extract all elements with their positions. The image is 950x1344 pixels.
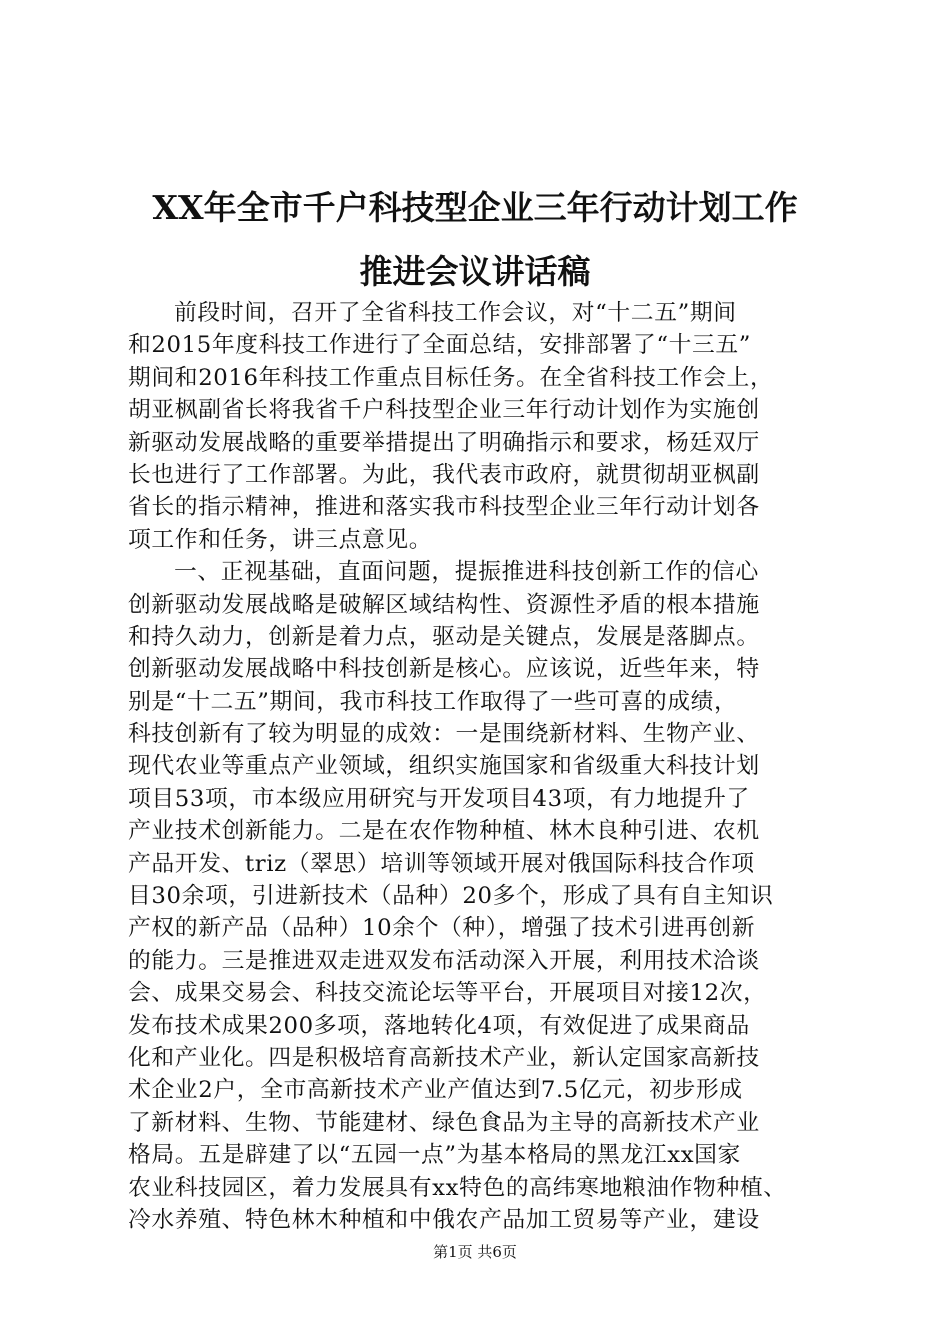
page-number: 第1页 (433, 1243, 473, 1261)
body-line: 格局。五是辟建了以“五园一点”为基本格局的黑龙江xx国家 (128, 1142, 741, 1169)
page-footer (0, 1242, 950, 1262)
body-line: 期间和2016年科技工作重点目标任务。在全省科技工作会上， (128, 364, 774, 391)
body-line: 项目53项，市本级应用研究与开发项目43项，有力地提升了 (128, 785, 750, 812)
body-line: 产业技术创新能力。二是在农作物种植、林木良种引进、农机 (128, 818, 760, 845)
body-line: 目30余项，引进新技术（品种）20多个，形成了具有自主知识 (128, 883, 774, 910)
body-line: 项工作和任务，讲三点意见。 (128, 526, 433, 553)
body-line: 的能力。三是推进双走进双发布活动深入开展，利用技术洽谈 (128, 947, 760, 974)
section-heading-line: 一、正视基础，直面问题，提振推进科技创新工作的信心 (174, 559, 759, 586)
body-line: 别是“十二五”期间，我市科技工作取得了一些可喜的成绩， (128, 688, 738, 715)
body-line: 创新驱动发展战略是破解区域结构性、资源性矛盾的根本措施 (128, 591, 760, 618)
body-line: 创新驱动发展战略中科技创新是核心。应该说，近些年来，特 (128, 656, 760, 683)
body-line: 术企业2户，全市高新技术产业产值达到7.5亿元，初步形成 (128, 1077, 743, 1104)
body-line: 胡亚枫副省长将我省千户科技型企业三年行动计划作为实施创 (128, 397, 760, 424)
document-body (128, 297, 828, 1236)
body-line: 和2015年度科技工作进行了全面总结，安排部署了“十三五” (128, 332, 752, 359)
body-line: 科技创新有了较为明显的成效：一是围绕新材料、生物产业、 (128, 721, 760, 748)
body-line: 化和产业化。四是积极培育高新技术产业，新认定国家高新技 (128, 1044, 760, 1071)
body-line: 省长的指示精神，推进和落实我市科技型企业三年行动计划各 (128, 494, 760, 521)
body-line: 会、成果交易会、科技交流论坛等平台，开展项目对接12次， (128, 980, 767, 1007)
page-total: 共6页 (477, 1243, 517, 1261)
body-line: 前段时间，召开了全省科技工作会议，对“十二五”期间 (174, 300, 737, 326)
body-line: 产权的新产品（品种）10余个（种），增强了技术引进再创新 (128, 915, 756, 942)
body-line: 新驱动发展战略的重要举措提出了明确指示和要求，杨廷双厅 (128, 429, 760, 456)
body-line: 长也进行了工作部署。为此，我代表市政府，就贯彻胡亚枫副 (128, 461, 760, 488)
body-line: 发布技术成果200多项，落地转化4项，有效促进了成果商品 (128, 1012, 750, 1039)
body-line: 和持久动力，创新是着力点，驱动是关键点，发展是落脚点。 (128, 623, 760, 650)
body-line: 冷水养殖、特色林木种植和中俄农产品加工贸易等产业，建设 (128, 1206, 760, 1233)
body-line: 现代农业等重点产业领域，组织实施国家和省级重大科技计划 (128, 753, 760, 780)
document-title-line-1: XX年全市千户科技型企业三年行动计划工作 (152, 188, 798, 227)
body-line: 了新材料、生物、节能建材、绿色食品为主导的高新技术产业 (128, 1109, 760, 1136)
body-line: 产品开发、triz（翠思）培训等领域开展对俄国际科技合作项 (128, 850, 755, 877)
body-line: 农业科技园区，着力发展具有xx特色的高纬寒地粮油作物种植、 (128, 1174, 787, 1201)
document-title-line-2: 推进会议讲话稿 (359, 252, 591, 291)
